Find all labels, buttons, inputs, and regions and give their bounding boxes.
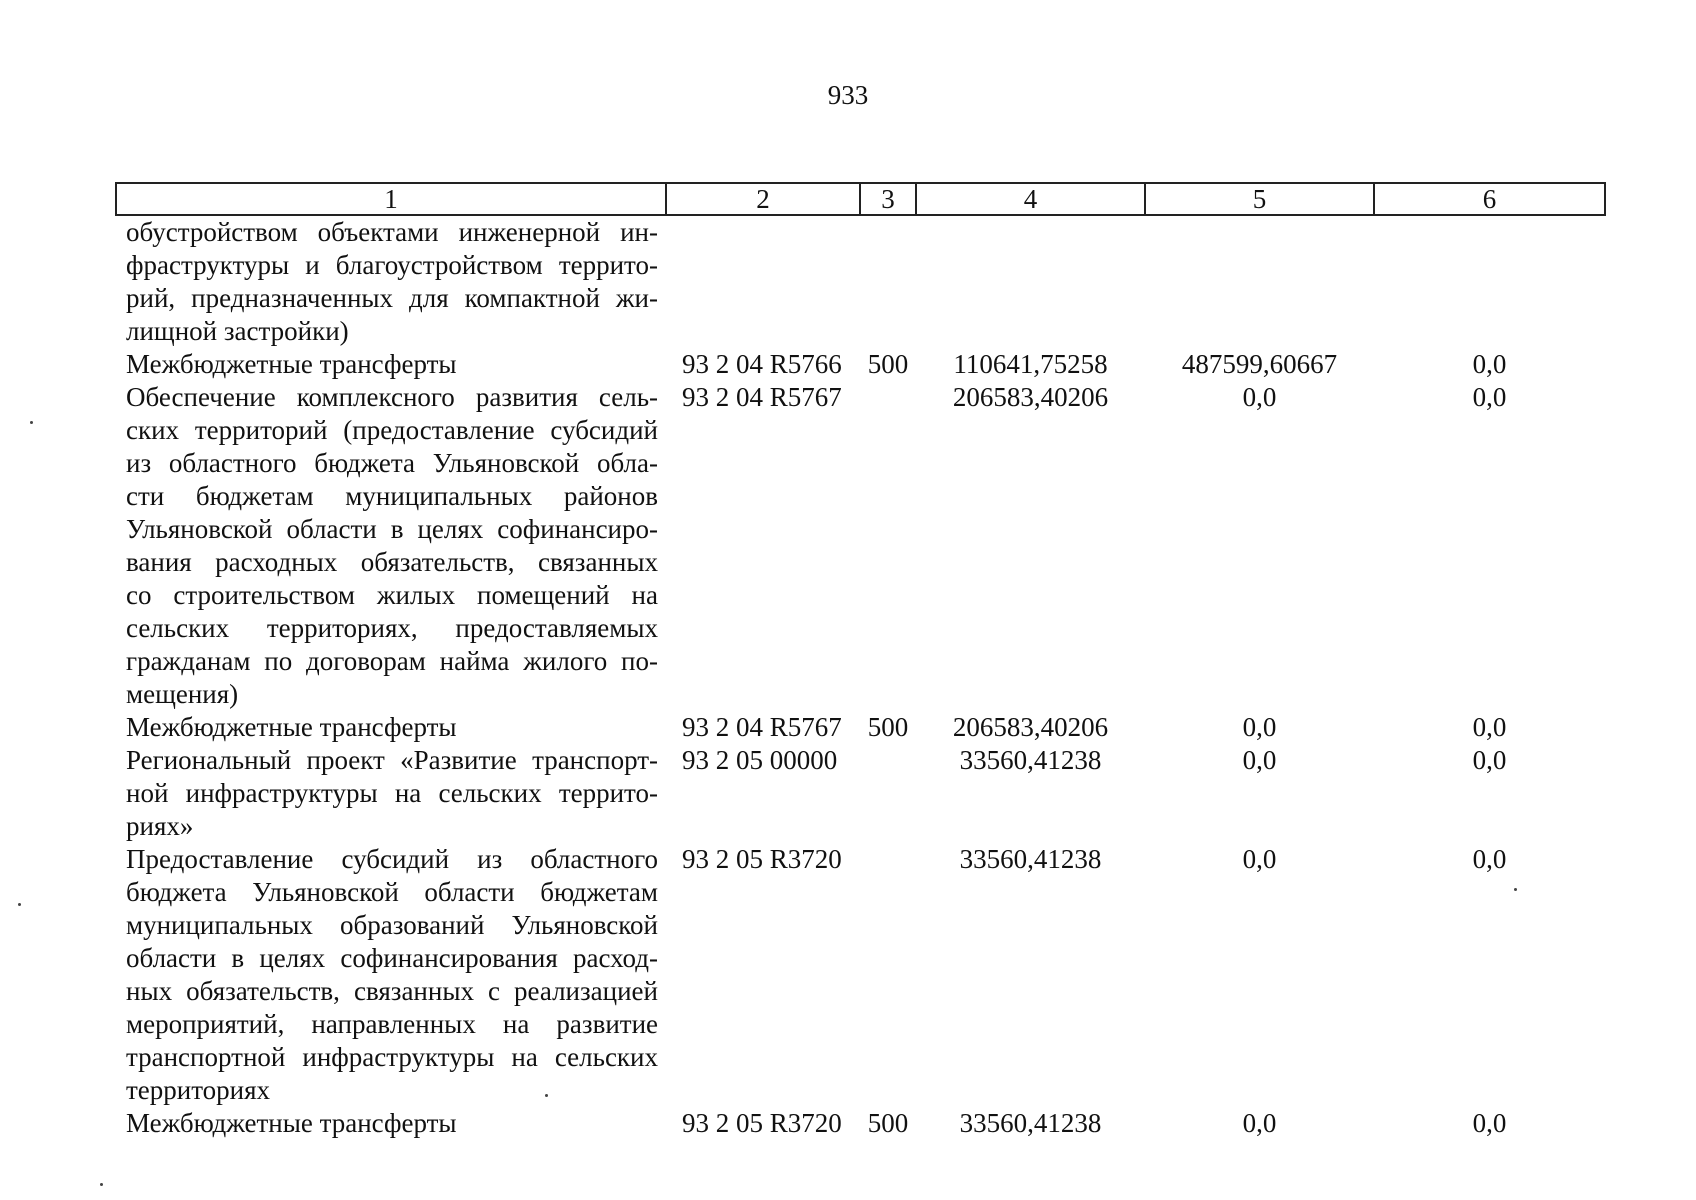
row-expense-type-cell	[860, 744, 916, 843]
column-header-1: 1	[116, 183, 666, 215]
scan-speck	[30, 421, 33, 424]
row-value-col5: 487599,60667	[1181, 349, 1338, 379]
row-name-line: со строительством жилых помещений на	[126, 580, 658, 610]
table-body	[116, 215, 1605, 1140]
row-name-line: вания расходных обязательств, связанных	[126, 547, 658, 577]
row-expense-type-cell	[860, 843, 916, 1107]
row-value-col6: 0,0	[1472, 844, 1507, 874]
row-value-col5: 0,0	[1242, 1108, 1277, 1138]
row-name-cell	[116, 1107, 666, 1140]
row-name-line: Межбюджетные трансферты	[126, 1108, 457, 1138]
row-name-line: мещения)	[126, 679, 239, 709]
row-name-line: мероприятий, направленных на развитие	[126, 1009, 658, 1039]
row-name-line: фраструктуры и благоустройством террито-	[126, 250, 658, 280]
row-name-cell	[116, 843, 666, 1107]
column-header-2: 2	[666, 183, 860, 215]
row-name-line: территориях	[126, 1075, 271, 1105]
scan-speck	[545, 1094, 548, 1097]
row-value-col4: 33560,41238	[959, 1108, 1102, 1138]
column-header-4: 4	[916, 183, 1145, 215]
row-value-col6: 0,0	[1472, 745, 1507, 775]
table-row	[116, 381, 1605, 711]
scan-speck	[18, 903, 21, 906]
row-code-cell: 93 2 05 R3720	[682, 844, 842, 874]
table-row	[116, 215, 1605, 348]
row-value-col6	[1374, 215, 1605, 348]
row-name-cell	[116, 744, 666, 843]
row-name-line: транспортной инфраструктуры на сельских	[126, 1042, 658, 1072]
row-name-line: сти бюджетам муниципальных районов	[126, 481, 658, 511]
header-row	[116, 183, 1605, 215]
table-header	[116, 183, 1605, 215]
row-name-line: Предоставление субсидий из областного	[126, 844, 658, 874]
row-expense-type-cell	[860, 215, 916, 348]
row-expense-type-cell: 500	[867, 1108, 909, 1138]
row-name-line: ских территорий (предоставление субсидий	[126, 415, 658, 445]
row-value-col6: 0,0	[1472, 712, 1507, 742]
row-code-cell	[666, 215, 860, 348]
row-name-line: Ульяновской области в целях софинансиро-	[126, 514, 658, 544]
table-row	[116, 1107, 1605, 1140]
scan-speck	[100, 1183, 103, 1186]
row-value-col6: 0,0	[1472, 349, 1507, 379]
row-code-cell: 93 2 04 R5766	[682, 349, 842, 379]
row-value-col4: 206583,40206	[952, 712, 1109, 742]
row-name-line: Обеспечение комплексного развития сель-	[126, 382, 658, 412]
row-name-line: гражданам по договорам найма жилого по-	[126, 646, 658, 676]
row-name-line: рий, предназначенных для компактной жи-	[126, 283, 658, 313]
row-value-col6: 0,0	[1472, 382, 1507, 412]
row-name-cell	[116, 215, 666, 348]
row-value-col5	[1145, 215, 1374, 348]
row-value-col6: 0,0	[1472, 1108, 1507, 1138]
row-value-col5: 0,0	[1242, 844, 1277, 874]
row-name-line: сельских территориях, предоставляемых	[126, 613, 658, 643]
row-name-cell	[116, 711, 666, 744]
row-name-line: Межбюджетные трансферты	[126, 349, 457, 379]
row-expense-type-cell	[860, 381, 916, 711]
row-name-line: области в целях софинансирования расход-	[126, 943, 658, 973]
table-row	[116, 744, 1605, 843]
row-expense-type-cell: 500	[867, 349, 909, 379]
row-code-cell: 93 2 04 R5767	[682, 382, 842, 412]
row-value-col4: 206583,40206	[952, 382, 1109, 412]
row-name-line: риях»	[126, 811, 194, 841]
row-name-line: ных обязательств, связанных с реализацией	[126, 976, 658, 1006]
row-name-line: муниципальных образований Ульяновской	[126, 910, 658, 940]
row-expense-type-cell: 500	[867, 712, 909, 742]
column-header-5: 5	[1145, 183, 1374, 215]
column-header-6: 6	[1374, 183, 1605, 215]
budget-table	[115, 182, 1606, 1140]
row-name-cell	[116, 381, 666, 711]
table-row	[116, 348, 1605, 381]
table-row	[116, 843, 1605, 1107]
row-value-col4: 33560,41238	[959, 844, 1102, 874]
row-value-col4: 33560,41238	[959, 745, 1102, 775]
row-name-line: Региональный проект «Развитие транспорт-	[126, 745, 658, 775]
row-name-line: Межбюджетные трансферты	[126, 712, 457, 742]
row-code-cell: 93 2 05 00000	[682, 745, 838, 775]
row-name-cell	[116, 348, 666, 381]
row-value-col5: 0,0	[1242, 382, 1277, 412]
row-code-cell: 93 2 05 R3720	[682, 1108, 842, 1138]
row-name-line: обустройством объектами инженерной ин-	[126, 217, 658, 247]
row-name-line: ной инфраструктуры на сельских террито-	[126, 778, 658, 808]
row-value-col5: 0,0	[1242, 712, 1277, 742]
row-name-line: из областного бюджета Ульяновской обла-	[126, 448, 658, 478]
page-number: 933	[827, 80, 869, 110]
row-code-cell: 93 2 04 R5767	[682, 712, 842, 742]
row-name-line: бюджета Ульяновской области бюджетам	[126, 877, 658, 907]
row-value-col4	[916, 215, 1145, 348]
table-row	[116, 711, 1605, 744]
row-value-col5: 0,0	[1242, 745, 1277, 775]
row-name-line: лищной застройки)	[126, 316, 349, 346]
column-header-3: 3	[860, 183, 916, 215]
row-value-col4: 110641,75258	[953, 349, 1108, 379]
scan-speck	[1514, 888, 1517, 891]
